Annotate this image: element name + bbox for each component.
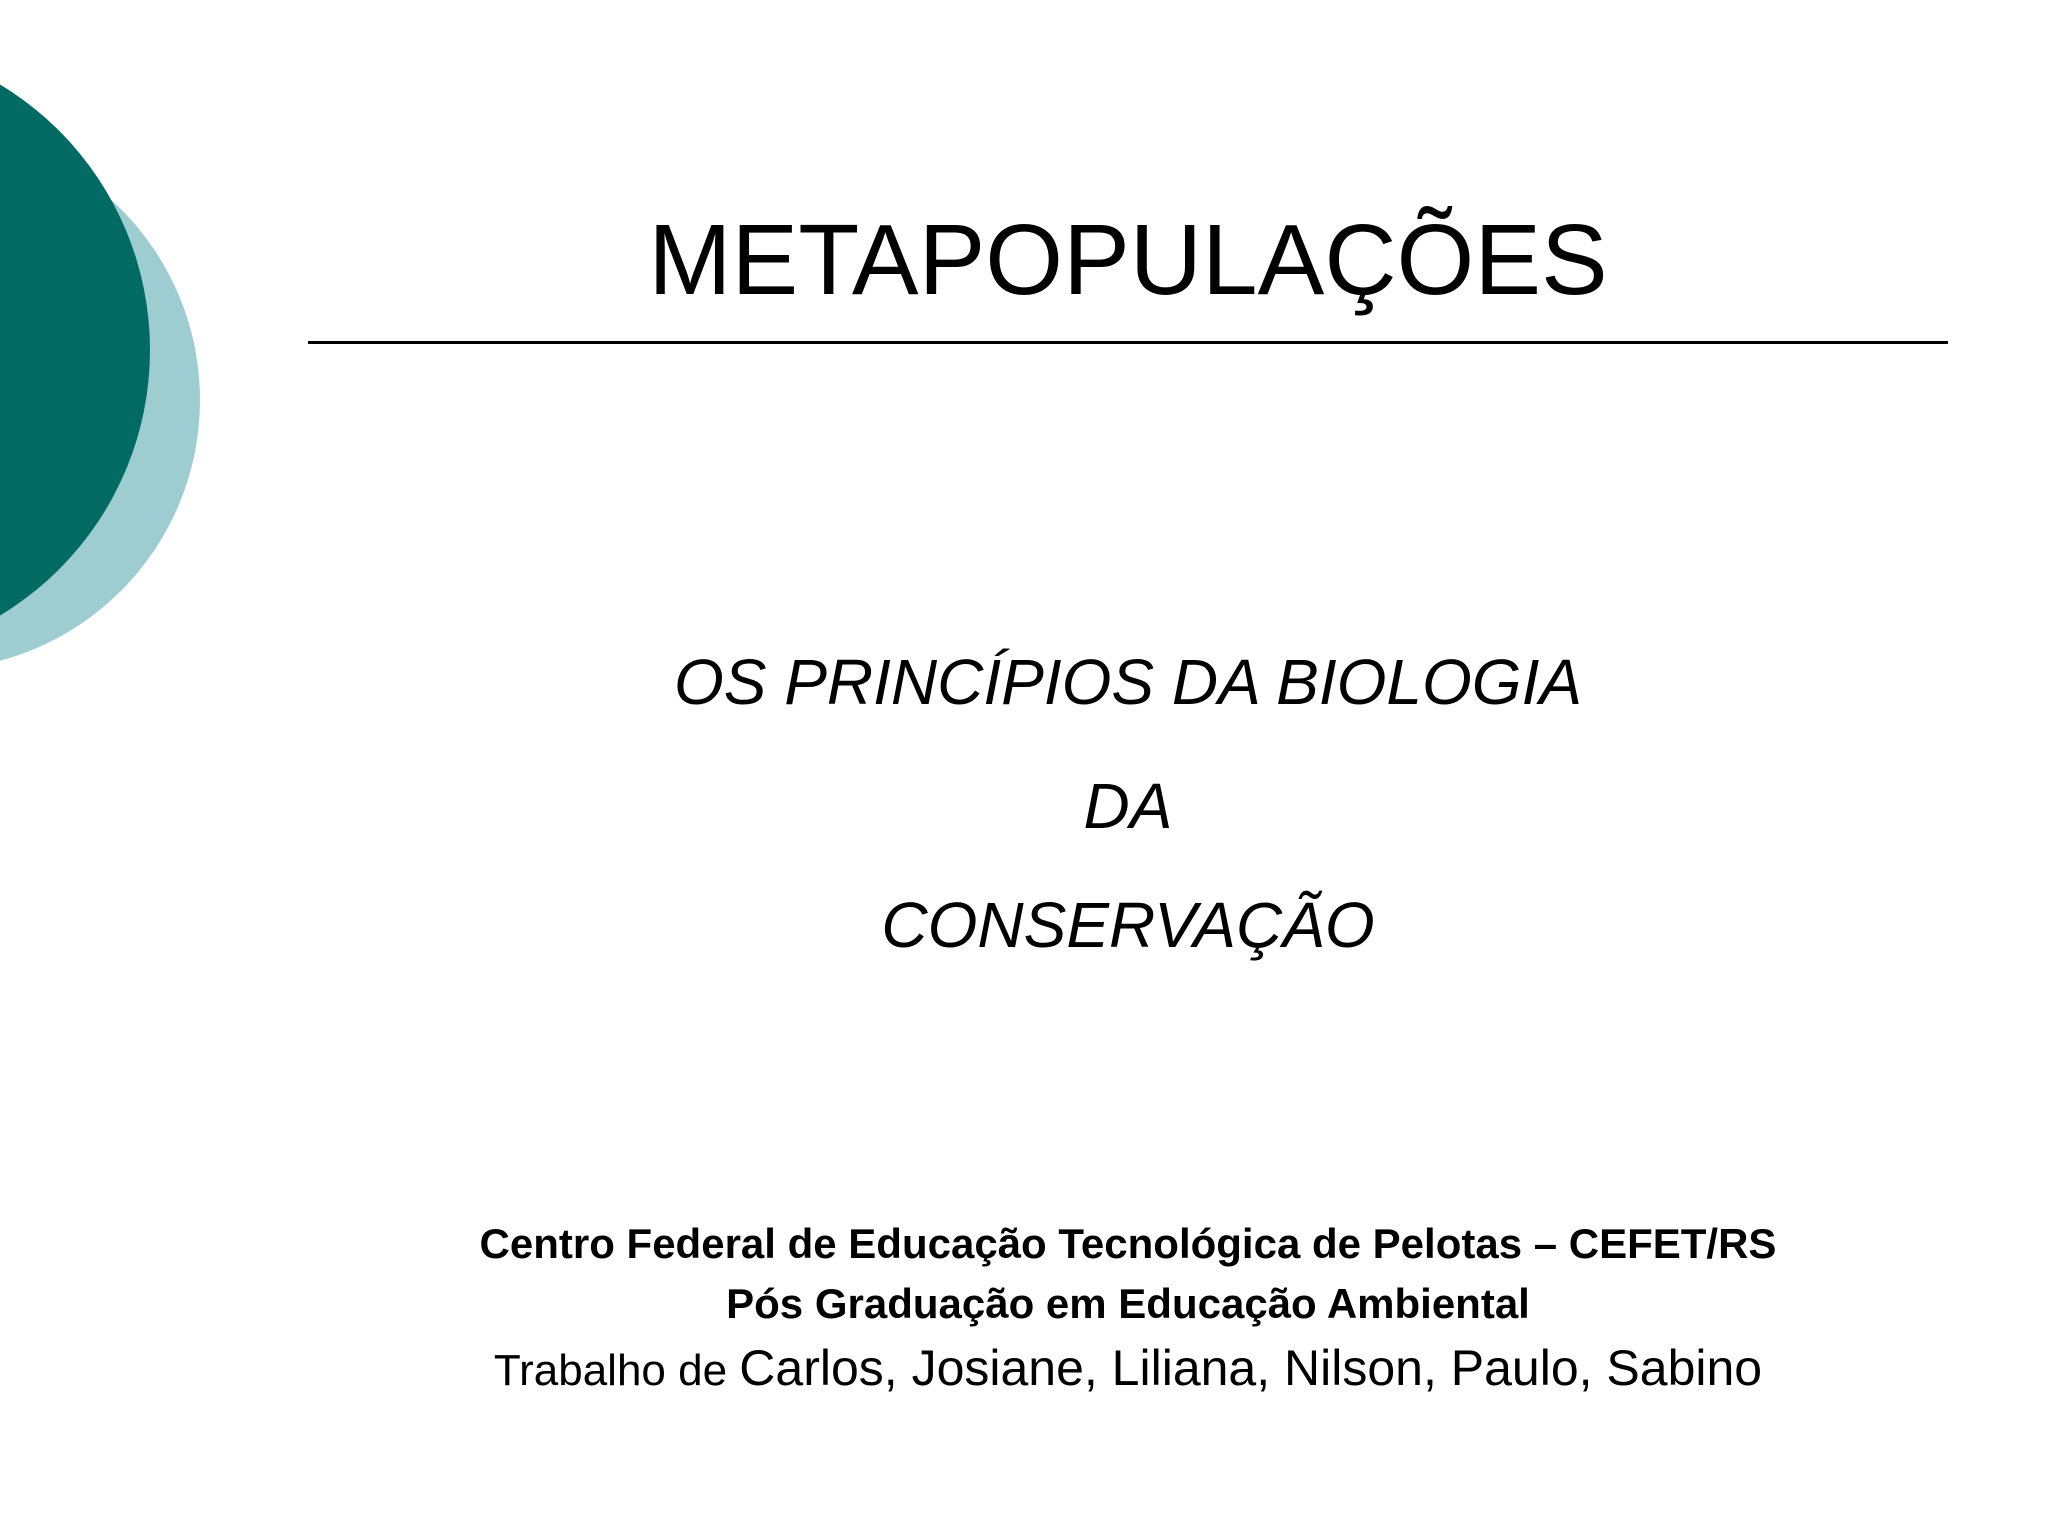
authors-names: Carlos, Josiane, Liliana, Nilson, Paulo, Sabino — [739, 1340, 1763, 1396]
title-divider — [308, 341, 1948, 344]
authors-prefix: Trabalho de — [493, 1346, 740, 1395]
institution-name: Centro Federal de Educação Tecnológica de Pelotas – CEFET/RS — [479, 1220, 1777, 1267]
slide-title: METAPOPULAÇÕES — [648, 204, 1608, 316]
subtitle-line-2: DA — [1083, 770, 1173, 842]
subtitle-line-1: OS PRINCÍPIOS DA BIOLOGIA — [673, 646, 1583, 718]
course-name: Pós Graduação em Educação Ambiental — [726, 1280, 1530, 1327]
subtitle-line-3: CONSERVAÇÃO — [881, 889, 1375, 961]
authors-line — [308, 1336, 1948, 1413]
